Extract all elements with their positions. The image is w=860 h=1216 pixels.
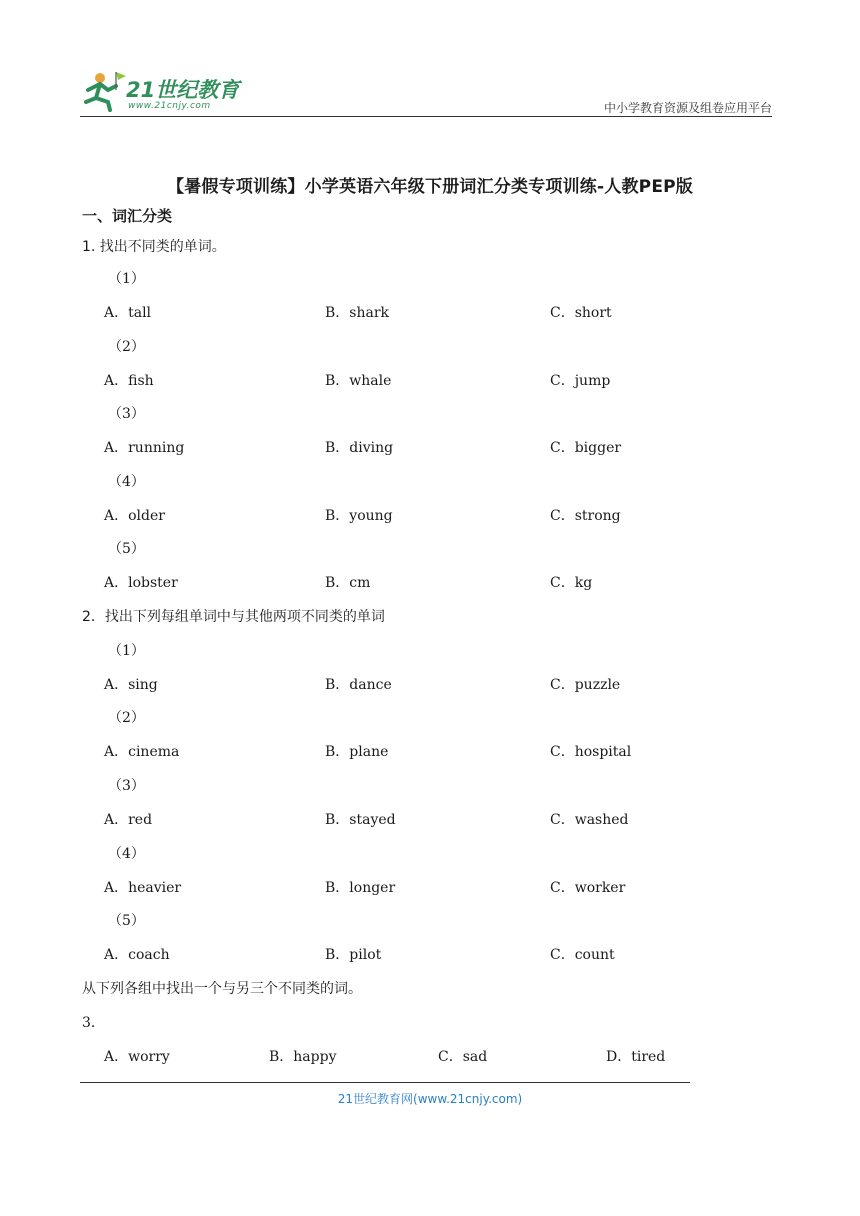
q1-group-3-option-b[interactable]: B．diving	[325, 440, 394, 456]
footer-link[interactable]: 21世纪教育网(www.21cnjy.com)	[337, 1092, 523, 1106]
q2-group-5-number: （5）	[108, 913, 145, 929]
logo-text: 21世纪教育	[126, 78, 240, 102]
q1-group-4-option-c[interactable]: C．strong	[550, 508, 621, 524]
q2-group-2-option-c[interactable]: C．hospital	[550, 744, 632, 760]
logo	[80, 68, 250, 114]
q2-group-5-option-b[interactable]: B．pilot	[325, 947, 382, 963]
q1-group-1-option-c[interactable]: C．short	[550, 305, 612, 321]
q1-group-2-number: （2）	[108, 339, 145, 355]
q1-group-4-number: （4）	[108, 474, 145, 490]
q1-group-4-option-a[interactable]: A．older	[104, 508, 165, 524]
q1-group-4-option-b[interactable]: B．young	[325, 508, 393, 524]
q2-group-1-option-c[interactable]: C．puzzle	[550, 677, 621, 693]
logo-url: www.21cnjy.com	[128, 101, 211, 111]
q2-group-3-option-a[interactable]: A．red	[104, 812, 153, 828]
footer-divider	[80, 1082, 690, 1083]
q2-group-3-option-c[interactable]: C．washed	[550, 812, 629, 828]
q3-option-d[interactable]: D．tired	[606, 1049, 666, 1065]
q2-group-2-option-b[interactable]: B．plane	[325, 744, 389, 760]
section-heading: 一、词汇分类	[82, 207, 173, 225]
q2-group-5-option-c[interactable]: C．count	[550, 947, 615, 963]
q2-group-2-number: （2）	[108, 710, 145, 726]
q2-group-1-number: （1）	[108, 643, 145, 659]
q2-group-1-option-b[interactable]: B．dance	[325, 677, 392, 693]
question-3-intro: 从下列各组中找出一个与另三个不同类的词。	[82, 981, 362, 997]
q2-group-4-option-c[interactable]: C．worker	[550, 880, 626, 896]
q1-group-5-number: （5）	[108, 541, 145, 557]
platform-label: 中小学教育资源及组卷应用平台	[603, 101, 772, 115]
q2-group-4-option-a[interactable]: A．heavier	[104, 880, 182, 896]
question-2-stem: 2．找出下列每组单词中与其他两项不同类的单词	[82, 609, 385, 625]
q1-group-2-option-b[interactable]: B．whale	[325, 373, 392, 389]
q3-option-c[interactable]: C．sad	[438, 1049, 488, 1065]
q1-group-5-option-a[interactable]: A．lobster	[104, 575, 178, 591]
q2-group-5-option-a[interactable]: A．coach	[104, 947, 170, 963]
q1-group-5-option-c[interactable]: C．kg	[550, 575, 593, 591]
q2-group-4-number: （4）	[108, 846, 145, 862]
question-3-number: 3．	[82, 1015, 105, 1031]
q1-group-1-option-b[interactable]: B．shark	[325, 305, 390, 321]
q2-group-3-number: （3）	[108, 778, 145, 794]
page-title: 【暑假专项训练】小学英语六年级下册词汇分类专项训练-人教PEP版	[167, 177, 693, 197]
q1-group-5-option-b[interactable]: B．cm	[325, 575, 371, 591]
header-divider	[80, 116, 772, 117]
q2-group-1-option-a[interactable]: A．sing	[104, 677, 158, 693]
q3-option-b[interactable]: B．happy	[269, 1049, 337, 1065]
q3-option-a[interactable]: A．worry	[104, 1049, 170, 1065]
q1-group-2-option-a[interactable]: A．fish	[104, 373, 154, 389]
q1-group-1-option-a[interactable]: A．tall	[104, 305, 152, 321]
q1-group-3-option-a[interactable]: A．running	[104, 440, 185, 456]
q1-group-1-number: （1）	[108, 271, 145, 287]
question-1-stem: 1. 找出不同类的单词。	[82, 239, 226, 255]
q2-group-2-option-a[interactable]: A．cinema	[104, 744, 180, 760]
q2-group-4-option-b[interactable]: B．longer	[325, 880, 396, 896]
q2-group-3-option-b[interactable]: B．stayed	[325, 812, 396, 828]
q1-group-3-number: （3）	[108, 406, 145, 422]
q1-group-2-option-c[interactable]: C．jump	[550, 373, 611, 389]
q1-group-3-option-c[interactable]: C．bigger	[550, 440, 622, 456]
